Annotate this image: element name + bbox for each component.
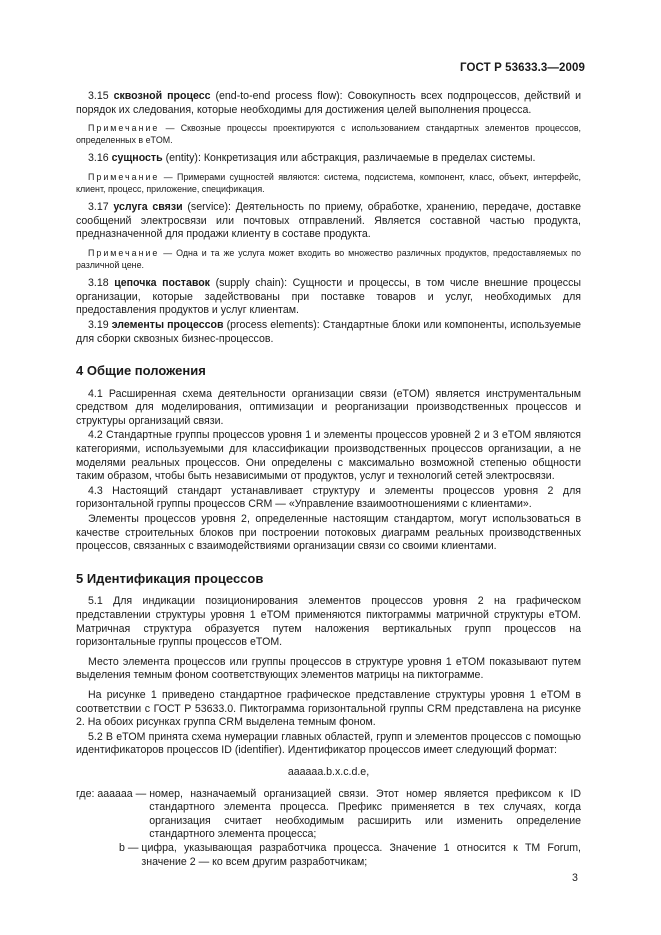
paragraph: 4.3 Настоящий стандарт устанавливает структуру и элементы процессов уровня 2 для горизонтальной группы процессов CRM — «Управление взаимоотношениями с клиентами». (76, 484, 581, 511)
id-format-formula: aaaaaa.b.x.c.d.e, (287, 765, 370, 778)
section-4-heading: 4 Общие положения (76, 363, 206, 379)
note-3-16: Примечание — Примерами сущностей являются: система, подсистема, компонент, класс, объект, интерфейс, клиент, процесс, приложение, спецификация. (76, 171, 581, 194)
term-3-18: 3.18 цепочка поставок (supply chain): Сущности и процессы, в том числе внешние процессы организации, которые задействованы при поставке товаров и услуг, необходимых для предоставления продуктов и услуг клиентам. (76, 277, 581, 317)
term-name: сущность (111, 152, 163, 165)
note-3-15: Примечание — Сквозные процессы проектируются с использованием стандартных элементов процессов, определенных в eTOM. (76, 123, 581, 145)
term-name: элементы процессов (111, 318, 224, 331)
section-5-heading: 5 Идентификация процессов (76, 570, 264, 586)
term-name: сквозной процесс (113, 90, 211, 102)
paragraph: Элементы процессов уровня 2, определенные настоящим стандартом, могут использоваться в качестве строительных блоков при построении потоковых диаграмм реальных производственных процессов, связанных с взаимодействиями организации связи со своими клиентами. (76, 513, 581, 553)
paragraph: 5.2 В eTOM принята схема нумерации главных областей, групп и элементов процессов с помощью идентификаторов процессов ID (identifier). Идентификатор процессов имеет следующий формат: (76, 730, 581, 757)
page-body (76, 90, 581, 869)
note-3-17: Примечание — Одна и та же услуга может входить во множество различных продуктов, предоставляемых по различной цене. (76, 247, 581, 270)
term-3-17: 3.17 услуга связи (service): Деятельность по приему, обработке, хранению, передаче, доставке сообщений электросвязи или почтовых отправлений. Является составной частью продукта, предназначенной для продажи клиенту в составе продукта. (76, 201, 581, 241)
page-number: 3 (572, 872, 578, 884)
paragraph: На рисунке 1 приведено стандартное графическое представление структуры уровня 1 eTOM в соответствии с ГОСТ Р 53633.0. Пиктограмма горизонтальной группы CRM представлена на рисунке 2. На обоих рисунках группа CRM выделена темным фоном. (76, 688, 581, 729)
paragraph: 5.1 Для индикации позиционирования элементов процессов уровня 2 на графическом представлении структуры уровня 1 eTOM применяются пиктограммы матричной структуры eTOM. Матричная структура образуется путем наложения вертикальных групп процессов на горизонтальные группы процессов eTOM. (76, 595, 581, 649)
term-name: цепочка поставок (114, 277, 210, 290)
term-3-19: 3.19 элементы процессов (process elements): Стандартные блоки или компоненты, используемые для сборки сквозных бизнес-процессов. (76, 318, 582, 345)
paragraph: Место элемента процессов или группы процессов в структуре уровня 1 eTOM показывают путем выделения темным фоном соответствующих элементов матрицы на пиктограмме. (76, 655, 581, 682)
term-3-16: 3.16 сущность (entity): Конкретизация или абстракция, различаемые в пределах системы. (88, 152, 536, 165)
definition-b: b — цифра, указывающая разработчика процесса. Значение 1 относится к TM Forum, значение 2 — ко всем другим разработчикам; (119, 841, 581, 868)
paragraph: 4.1 Расширенная схема деятельности организации связи (eTOM) является инструментальным средством для моделирования, оптимизации и реорганизации производственных процессов и структуры организаций связи. (76, 387, 581, 427)
term-name: услуга связи (113, 201, 183, 214)
term-3-15: 3.15 сквозной процесс (end-to-end process flow): Совокупность всех подпроцессов, действий и порядок их следования, которые необходимы для достижения целей выполнения процесса. (76, 90, 581, 116)
paragraph: 4.2 Стандартные группы процессов уровня 1 и элементы процессов уровней 2 и 3 eTOM являются категориями, используемыми для классификации производственных процессов организации, а не моделями реальных процессов. Они определены с максимально возможной степенью общности таким образом, чтобы быть независимыми от продуктов, услуг и технологий сетей электросвязи. (76, 429, 581, 483)
definition-aaaaaa: где: aaaaaa — номер, назначаемый организацией связи. Этот номер является префиксом к ID стандартного элемента процесса. Префикс применяется в тех случаях, когда организация считает необходимым расширить или изменить определение стандартного элемента процесса; (76, 787, 581, 841)
standard-header: ГОСТ Р 53633.3—2009 (460, 62, 585, 74)
